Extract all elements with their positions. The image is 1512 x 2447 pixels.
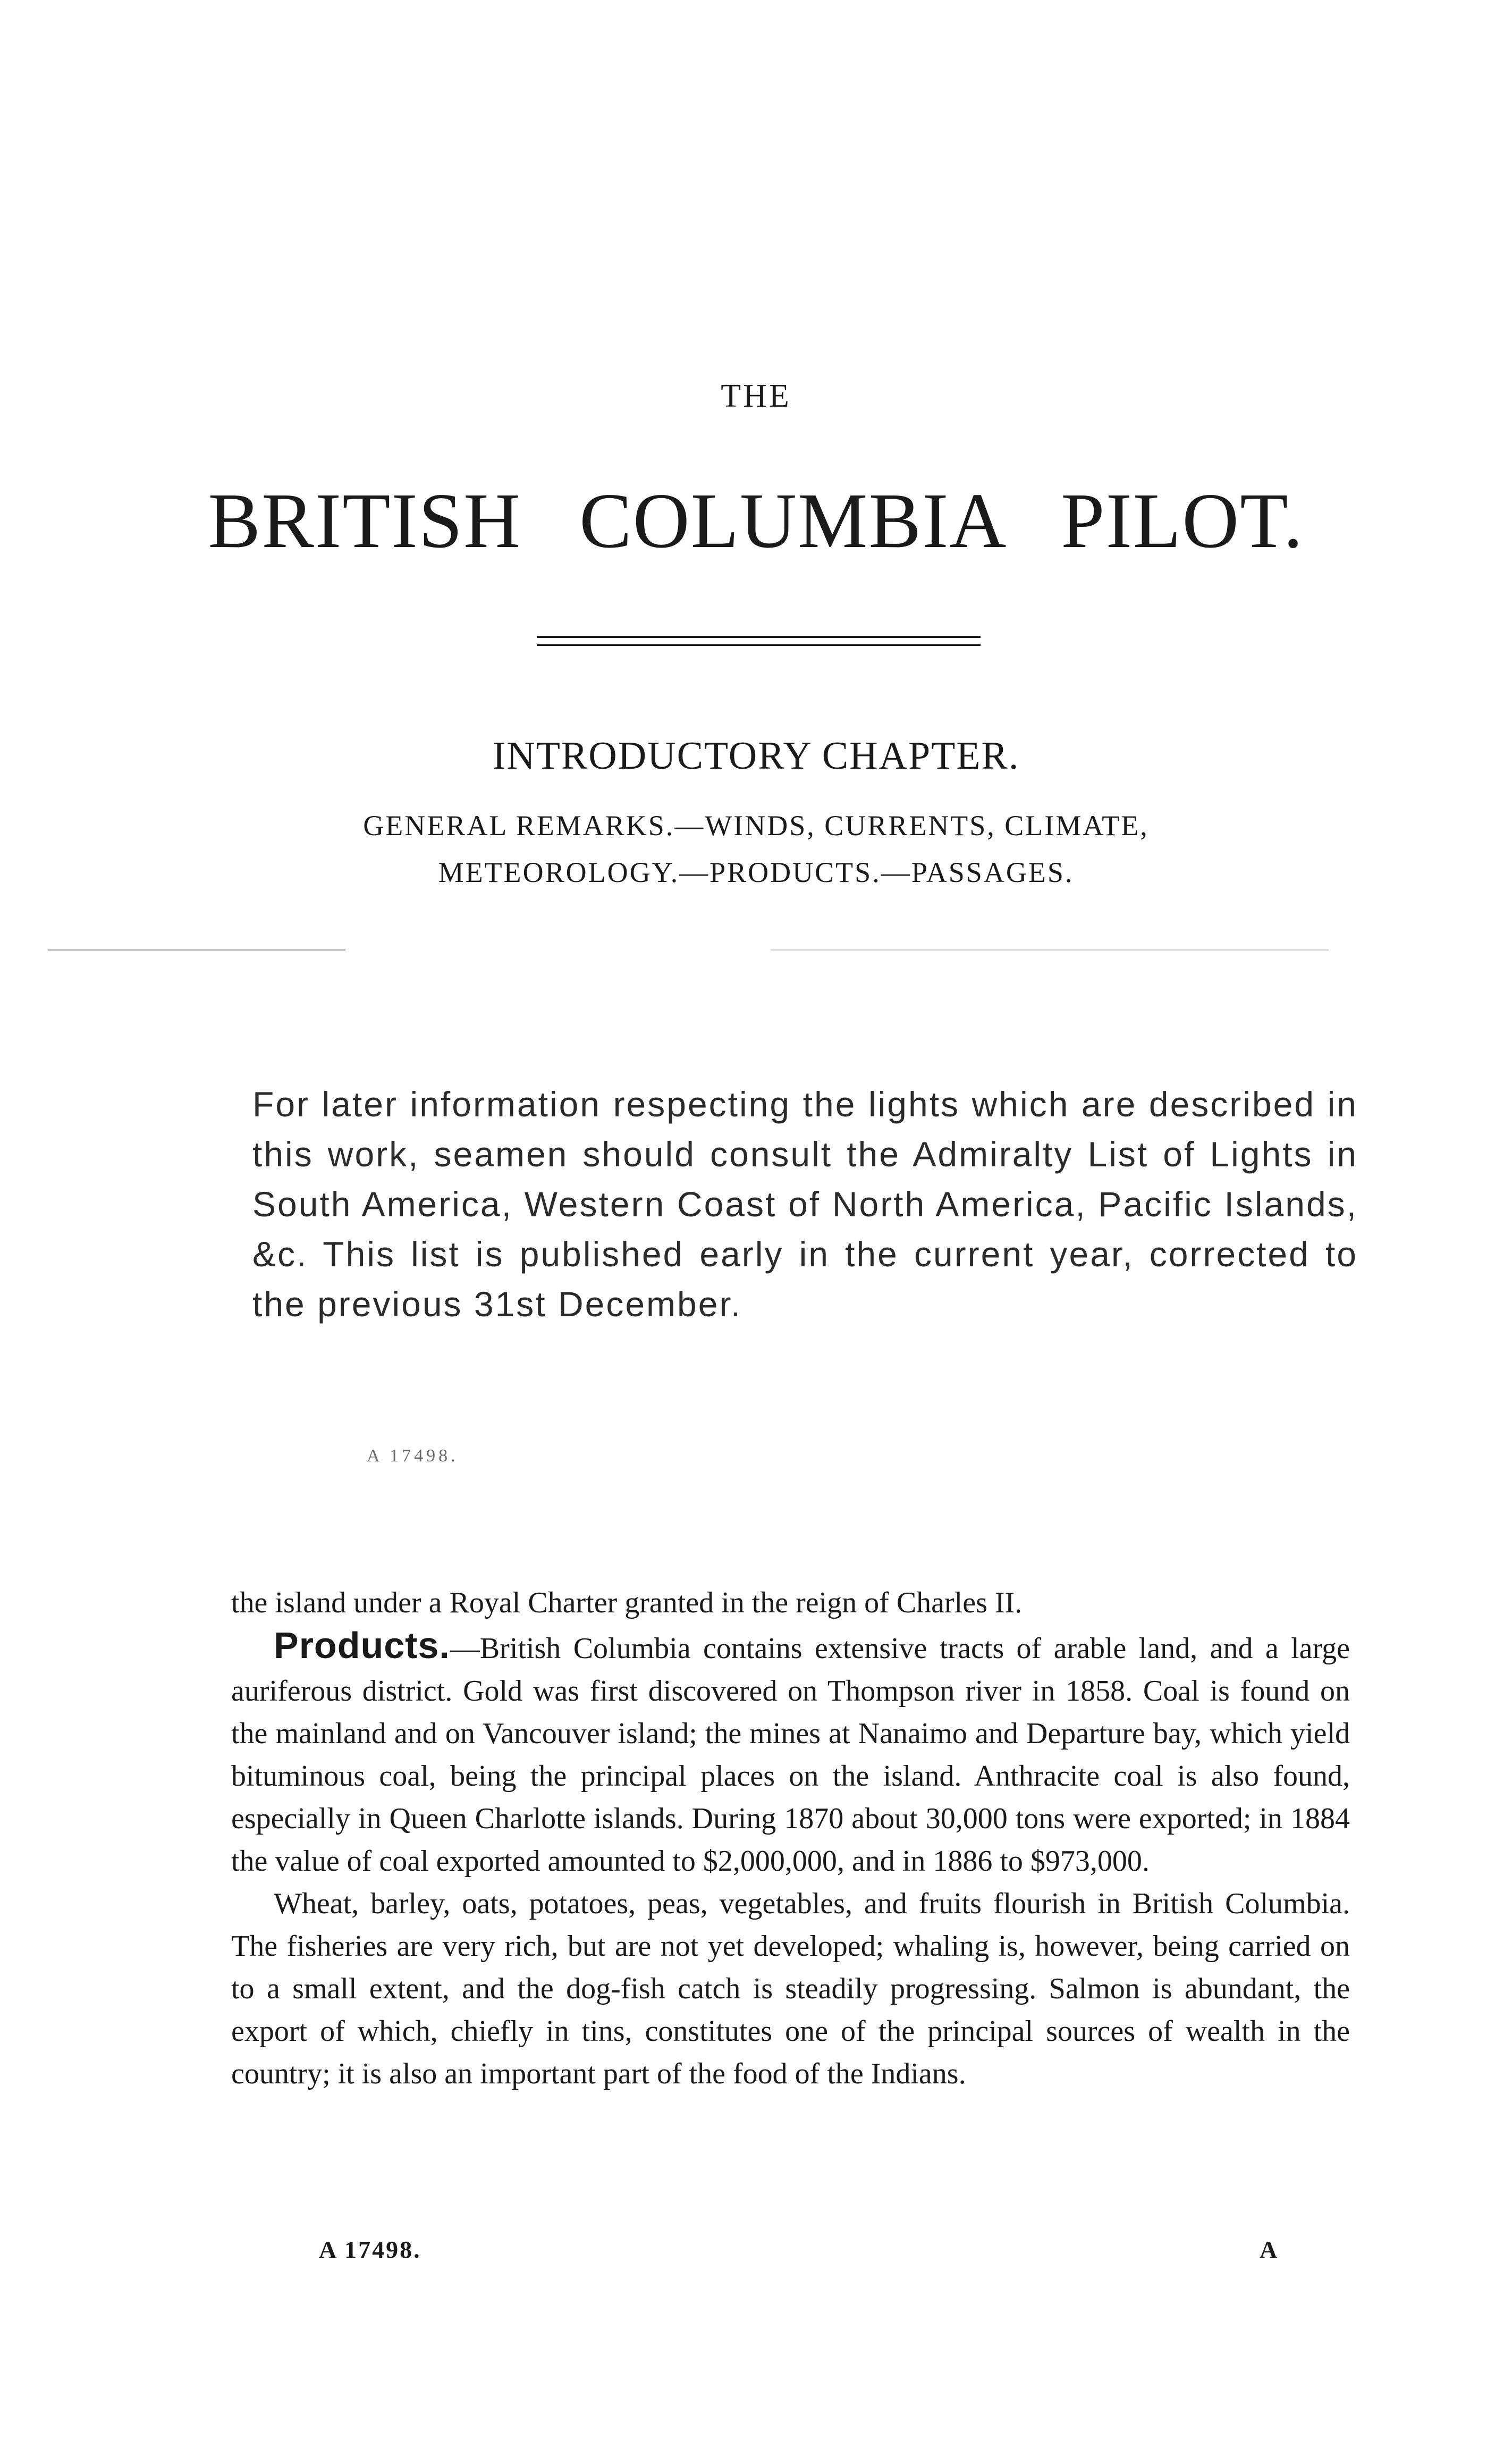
chapter-subheading-line-1: GENERAL REMARKS.—WINDS, CURRENTS, CLIMATE, (363, 810, 1149, 842)
paragraph-products-text: —British Columbia contains extensive tracts of arable land, and a large auriferous district. Gold was first discovered on Thompson river in 1858. Coal is found on the mainland and on Vancouver island; the mines at Nanaimo and Departure bay, which yield bituminous coal, being the principal places on the island. Anthracite coal is also found, especially in Queen Charlotte islands. During 1870 about 30,000 tons were exported; in 1884 the value of coal exported amounted to $2,000,000, and in 1886 to $973,000. (231, 1632, 1350, 1878)
paragraph-continuation: the island under a Royal Charter granted in the reign of Charles II. (231, 1586, 1023, 1619)
lights-notice: For later information respecting the lights which are described in this work, seamen should consult the Admiralty List of Lights in South America, Western Coast of North America, Pacific Islands, &c. This list is published early in the current year, corrected to the previous 31st December. (252, 1084, 1358, 1324)
body-text (231, 1582, 1350, 2095)
paragraph-products (231, 1624, 1350, 1882)
section-divider-right (771, 949, 1329, 951)
section-divider-left (48, 949, 345, 951)
printer-signature: A 17498. (319, 2236, 421, 2263)
paragraph-heading: Products. (274, 1625, 450, 1666)
title-rule-bottom (537, 644, 981, 646)
title-rule-top (537, 636, 981, 638)
chapter-subheading-line-2: METEOROLOGY.—PRODUCTS.—PASSAGES. (438, 856, 1074, 888)
sheet-stamp: A 17498. (367, 1446, 459, 1466)
page-title: BRITISH COLUMBIA PILOT. (208, 477, 1304, 565)
pre-title: THE (721, 378, 791, 414)
paragraph-agriculture: Wheat, barley, oats, potatoes, peas, vegetables, and fruits flourish in British Columbia. The fisheries are very rich, but are not yet developed; whaling is, however, being carried on to a small extent, and the dog-fish catch is steadily progressing. Salmon is abundant, the export of which, chiefly in tins, constitutes one of the principal sources of wealth in the country; it is also an important part of the food of the Indians. (231, 1887, 1350, 2090)
chapter-title: INTRODUCTORY CHAPTER. (492, 734, 1020, 778)
signature-letter: A (1260, 2236, 1278, 2263)
